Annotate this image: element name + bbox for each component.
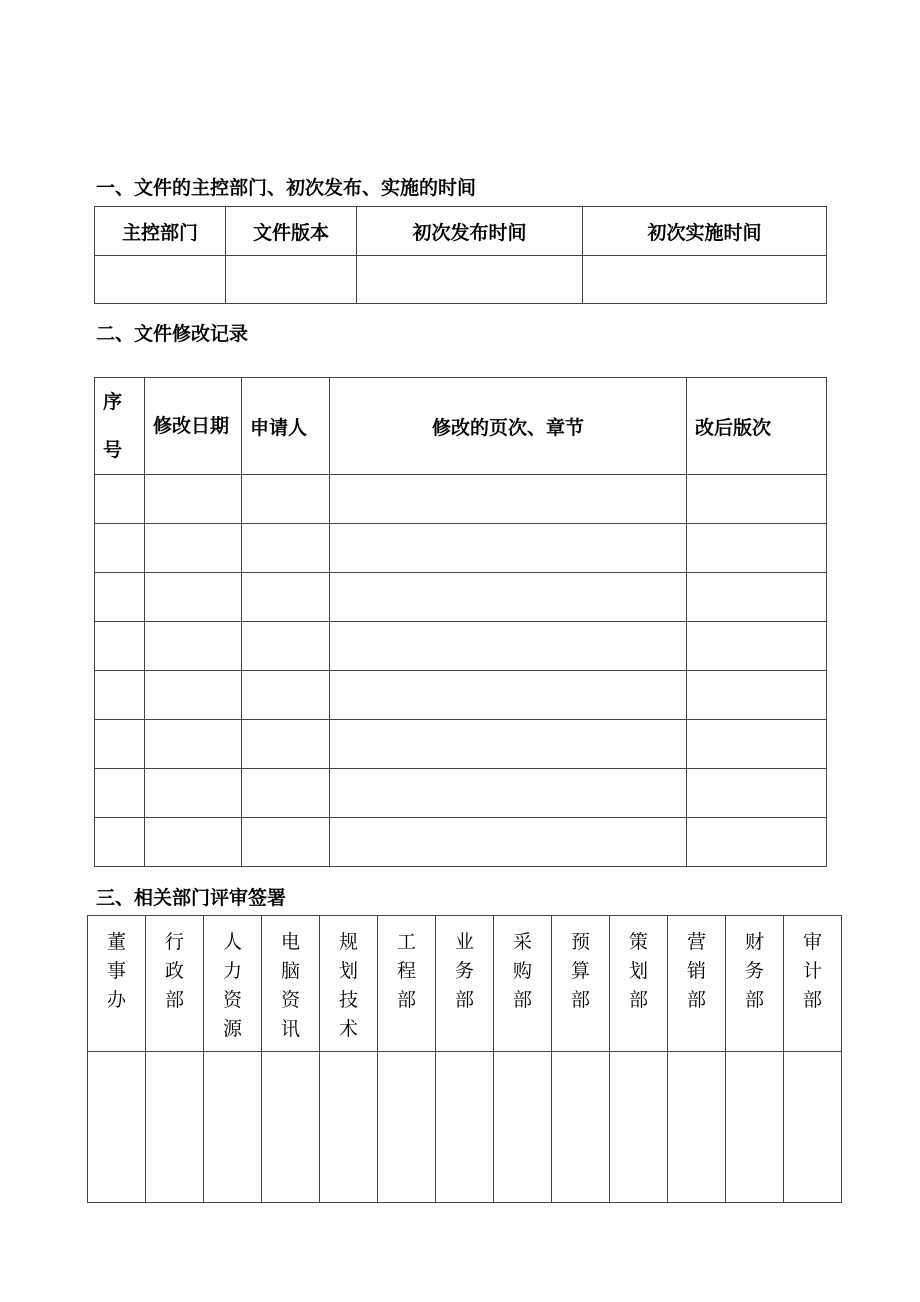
- header-cell: 初次实施时间: [583, 207, 827, 256]
- signature-cell[interactable]: [88, 1052, 146, 1203]
- table-cell[interactable]: [330, 524, 687, 573]
- department-header: 规划技术: [338, 931, 358, 1040]
- header-cell-wrap: [726, 916, 784, 1052]
- table-cell[interactable]: [95, 769, 145, 818]
- department-header: 审计部: [802, 931, 822, 1011]
- section-heading-2: 二、文件修改记录: [96, 323, 249, 345]
- header-cell: 申请人: [242, 378, 330, 475]
- table-cell[interactable]: [242, 524, 330, 573]
- header-cell-wrap: [494, 916, 552, 1052]
- department-header: 采购部: [512, 931, 532, 1011]
- table-cell[interactable]: [330, 475, 687, 524]
- table-cell[interactable]: [95, 475, 145, 524]
- table-cell[interactable]: [145, 524, 242, 573]
- signature-cell[interactable]: [668, 1052, 726, 1203]
- header-cell: 文件版本: [226, 207, 357, 256]
- table-cell[interactable]: [583, 256, 827, 304]
- table-cell[interactable]: [226, 256, 357, 304]
- department-release-table: [94, 206, 827, 304]
- section-heading-1: 一、文件的主控部门、初次发布、实施的时间: [96, 177, 477, 199]
- table-row: [95, 524, 827, 573]
- header-cell-wrap: [320, 916, 378, 1052]
- signature-cell[interactable]: [552, 1052, 610, 1203]
- table-cell[interactable]: [95, 818, 145, 867]
- table-cell[interactable]: [330, 769, 687, 818]
- header-cell-wrap: [88, 916, 146, 1052]
- department-header: 营销部: [686, 931, 706, 1011]
- department-header: 工程部: [396, 931, 416, 1011]
- header-cell-wrap: [668, 916, 726, 1052]
- signature-cell[interactable]: [610, 1052, 668, 1203]
- header-cell-wrap: [610, 916, 668, 1052]
- table-cell[interactable]: [687, 573, 827, 622]
- department-header: 行政部: [164, 931, 184, 1011]
- table-cell[interactable]: [687, 769, 827, 818]
- table-cell[interactable]: [687, 475, 827, 524]
- section-heading-3: 三、相关部门评审签署: [96, 887, 287, 909]
- header-cell-wrap: [552, 916, 610, 1052]
- header-cell-wrap: [378, 916, 436, 1052]
- signature-cell[interactable]: [726, 1052, 784, 1203]
- table-row: [95, 818, 827, 867]
- table-cell[interactable]: [145, 475, 242, 524]
- table-cell[interactable]: [95, 622, 145, 671]
- table-cell[interactable]: [330, 573, 687, 622]
- table-cell[interactable]: [95, 524, 145, 573]
- header-cell: 主控部门: [95, 207, 226, 256]
- revision-record-table: [94, 377, 827, 867]
- department-header: 电脑资讯: [280, 931, 300, 1040]
- header-cell-wrap: [262, 916, 320, 1052]
- table-cell[interactable]: [357, 256, 583, 304]
- table-row: [95, 573, 827, 622]
- signature-cell[interactable]: [784, 1052, 842, 1203]
- header-cell: 修改的页次、章节: [330, 378, 687, 475]
- table-cell[interactable]: [145, 720, 242, 769]
- signature-cell[interactable]: [436, 1052, 494, 1203]
- table-cell[interactable]: [242, 475, 330, 524]
- department-header: 业务部: [454, 931, 474, 1011]
- table-cell[interactable]: [95, 573, 145, 622]
- department-review-table: [87, 915, 842, 1203]
- header-cell-wrap: [146, 916, 204, 1052]
- table-cell[interactable]: [330, 671, 687, 720]
- header-cell-wrap: [204, 916, 262, 1052]
- header-cell: 序号: [103, 391, 123, 461]
- table-cell[interactable]: [145, 671, 242, 720]
- signature-cell[interactable]: [262, 1052, 320, 1203]
- table-cell[interactable]: [95, 256, 226, 304]
- table-cell[interactable]: [242, 622, 330, 671]
- department-header: 策划部: [628, 931, 648, 1011]
- table-cell[interactable]: [242, 818, 330, 867]
- table-cell[interactable]: [242, 671, 330, 720]
- table-cell[interactable]: [687, 720, 827, 769]
- table-cell[interactable]: [687, 622, 827, 671]
- header-cell: 改后版次: [687, 378, 827, 475]
- signature-cell[interactable]: [494, 1052, 552, 1203]
- table-row: [95, 475, 827, 524]
- table-row: [95, 769, 827, 818]
- header-cell-wrap: [436, 916, 494, 1052]
- signature-cell[interactable]: [378, 1052, 436, 1203]
- table-cell[interactable]: [330, 818, 687, 867]
- header-cell: 修改日期: [153, 415, 230, 437]
- table-cell[interactable]: [145, 622, 242, 671]
- table-cell[interactable]: [330, 622, 687, 671]
- department-header: 预算部: [570, 931, 590, 1011]
- table-cell[interactable]: [242, 769, 330, 818]
- table-cell[interactable]: [242, 573, 330, 622]
- header-cell: 初次发布时间: [357, 207, 583, 256]
- table-cell[interactable]: [95, 720, 145, 769]
- table-cell[interactable]: [242, 720, 330, 769]
- table-cell[interactable]: [687, 818, 827, 867]
- table-row: [95, 622, 827, 671]
- table-cell[interactable]: [145, 573, 242, 622]
- table-cell[interactable]: [687, 671, 827, 720]
- table-row: [95, 671, 827, 720]
- department-header: 财务部: [744, 931, 764, 1011]
- table-cell[interactable]: [687, 524, 827, 573]
- table-cell[interactable]: [145, 769, 242, 818]
- signature-cell[interactable]: [204, 1052, 262, 1203]
- department-header: 人力资源: [222, 931, 242, 1040]
- table-cell[interactable]: [330, 720, 687, 769]
- table-row: [95, 720, 827, 769]
- signature-cell[interactable]: [320, 1052, 378, 1203]
- signature-cell[interactable]: [146, 1052, 204, 1203]
- table-cell[interactable]: [95, 671, 145, 720]
- department-header: 董事办: [106, 931, 126, 1011]
- header-cell-wrap: [784, 916, 842, 1052]
- table-cell[interactable]: [145, 818, 242, 867]
